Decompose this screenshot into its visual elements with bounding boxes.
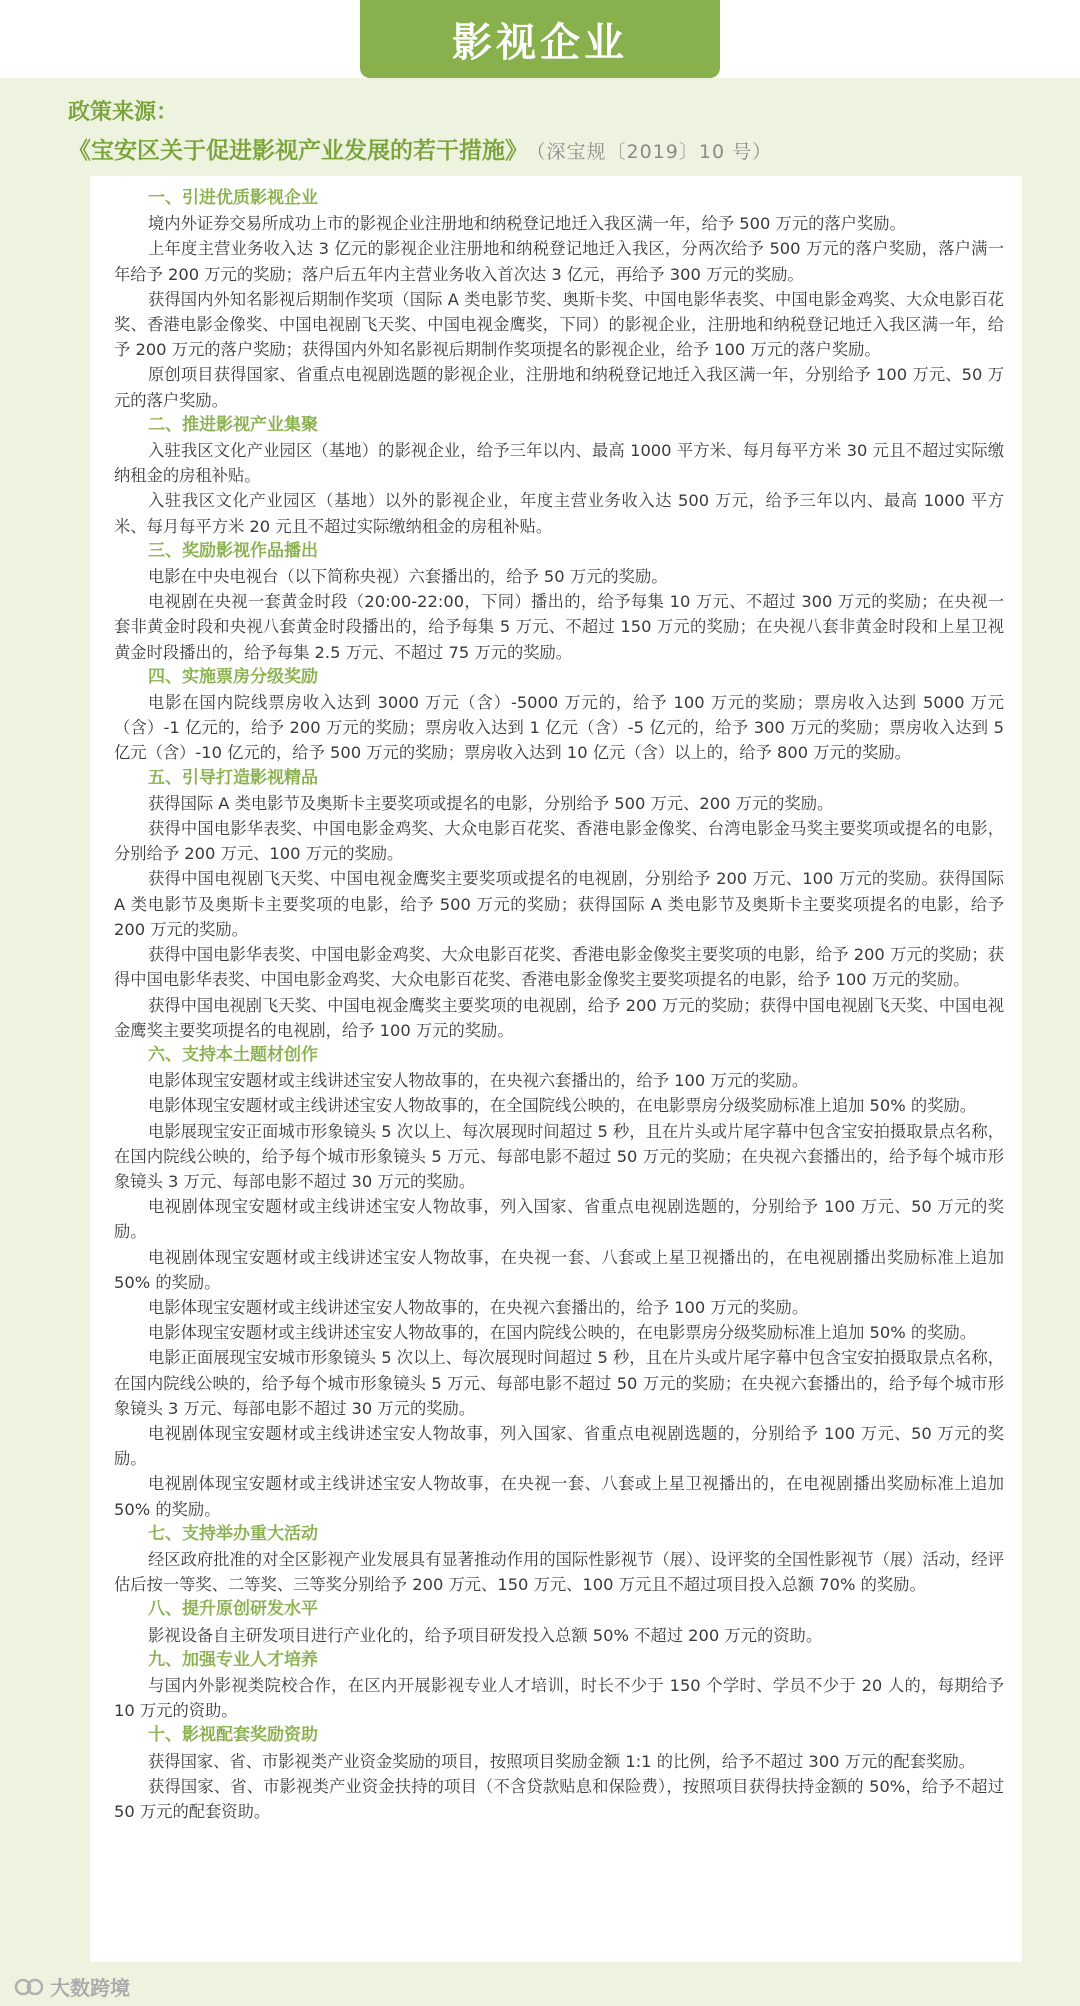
policy-paragraph: 电视剧体现宝安题材或主线讲述宝安人物故事，列入国家、省重点电视剧选题的，分别给予 100 万元、50 万元的奖励。 bbox=[114, 1197, 1004, 1242]
source-label: 政策来源： bbox=[68, 100, 179, 125]
policy-paragraph: 电影在中央电视台（以下简称央视）六套播出的，给予 50 万元的奖励。 bbox=[148, 567, 668, 587]
section-heading: 一、引进优质影视企业 bbox=[148, 188, 318, 208]
section-heading: 五、引导打造影视精品 bbox=[148, 767, 318, 788]
header-tab bbox=[360, 0, 720, 78]
watermark-text: 大数跨境 bbox=[50, 1976, 130, 2000]
watermark bbox=[14, 1972, 130, 2001]
policy-content-card bbox=[90, 176, 1022, 1962]
policy-paragraph: 获得中国电视剧飞天奖、中国电视金鹰奖主要奖项的电视剧，给予 200 万元的奖励；获得中国电视剧飞天奖、中国电视金鹰奖主要奖项提名的电视剧，给予 100 万元的奖励。 bbox=[114, 995, 1004, 1040]
policy-paragraph: 电影在国内院线票房收入达到 3000 万元（含）-5000 万元的，给予 100 万元的奖励；票房收入达到 5000 万元（含）-1 亿元的，给予 200 万元的奖励；票房收入达到 1 亿元（含）-5 亿元的，给予 300 万元的奖励；票房收入达到 5 亿元（含）-10 亿元的，给予 500 万元的奖励；票房收入达到 10 亿元（含）以上的，给予 800 万元的奖励。 bbox=[114, 693, 1004, 763]
section-heading: 七、支持举办重大活动 bbox=[148, 1523, 318, 1544]
section-heading: 八、提升原创研发水平 bbox=[148, 1599, 318, 1620]
policy-paragraph: 电视剧体现宝安题材或主线讲述宝安人物故事，列入国家、省重点电视剧选题的，分别给予 100 万元、50 万元的奖励。 bbox=[114, 1423, 1004, 1469]
page-title: 影视企业 bbox=[452, 19, 628, 66]
policy-paragraph: 获得中国电视剧飞天奖、中国电视金鹰奖主要奖项或提名的电视剧，分别给予 200 万元、100 万元的奖励。获得国际 A 类电影节及奥斯卡主要奖项的电影，给予 500 万元的奖励；获得国际 A 类电影节及奥斯卡主要奖项提名的电影，给予 200 万元的奖励。 bbox=[114, 869, 1004, 939]
policy-paragraph: 经区政府批准的对全区影视产业发展具有显著推动作用的国际性影视节（展）、设评奖的全国性影视节（展）活动，经评估后按一等奖、二等奖、三等奖分别给予 200 万元、150 万元、100 万元且不超过项目投入总额 70% 的奖励。 bbox=[114, 1549, 1004, 1595]
policy-paragraph: 电视剧体现宝安题材或主线讲述宝安人物故事，在央视一套、八套或上星卫视播出的，在电视剧播出奖励标准上追加 50% 的奖励。 bbox=[114, 1247, 1004, 1292]
section-heading: 十、影视配套奖励资助 bbox=[148, 1725, 318, 1746]
brand-logo-icon bbox=[14, 1976, 44, 1998]
section-heading: 九、加强专业人才培养 bbox=[148, 1649, 318, 1670]
policy-paragraph: 境内外证券交易所成功上市的影视企业注册地和纳税登记地迁入我区满一年，给予 500 万元的落户奖励。 bbox=[148, 214, 906, 234]
policy-paragraph: 获得国家、省、市影视类产业资金奖励的项目，按照项目奖励金额 1:1 的比例，给予不超过 300 万元的配套奖励。 bbox=[148, 1751, 975, 1771]
policy-paragraph: 入驻我区文化产业园区（基地）以外的影视企业，年度主营业务收入达 500 万元，给予三年以内、最高 1000 平方米、每月每平方米 20 元且不超过实际缴纳租金的房租补贴。 bbox=[114, 491, 1004, 536]
policy-paragraph: 入驻我区文化产业园区（基地）的影视企业，给予三年以内、最高 1000 平方米、每月每平方米 30 元且不超过实际缴纳租金的房租补贴。 bbox=[114, 441, 1004, 486]
policy-paragraph: 获得中国电影华表奖、中国电影金鸡奖、大众电影百花奖、香港电影金像奖、台湾电影金马奖主要奖项或提名的电影，分别给予 200 万元、100 万元的奖励。 bbox=[114, 819, 1004, 864]
policy-paragraph: 电影体现宝安题材或主线讲述宝安人物故事的，在央视六套播出的，给予 100 万元的奖励。 bbox=[148, 1071, 809, 1091]
policy-paragraph: 电影展现宝安正面城市形象镜头 5 次以上、每次展现时间超过 5 秒，且在片头或片尾字幕中包含宝安拍摄取景点名称，在国内院线公映的，给予每个城市形象镜头 5 万元、每部电影不超过 50 万元的奖励；在央视六套播出的，给予每个城市形象镜头 3 万元、每部电影不超过 30 万元的奖励。 bbox=[114, 1121, 1004, 1191]
policy-paragraph: 电影体现宝安题材或主线讲述宝安人物故事的，在全国院线公映的，在电影票房分级奖励标准上追加 50% 的奖励。 bbox=[148, 1096, 977, 1116]
policy-paragraph: 获得国际 A 类电影节及奥斯卡主要奖项或提名的电影，分别给予 500 万元、200 万元的奖励。 bbox=[148, 793, 834, 813]
policy-paragraph: 与国内外影视类院校合作，在区内开展影视专业人才培训，时长不少于 150 个学时、学员不少于 20 人的，每期给予 10 万元的资助。 bbox=[114, 1675, 1004, 1721]
source-title-line bbox=[68, 134, 1028, 170]
section-heading: 六、支持本土题材创作 bbox=[148, 1044, 318, 1065]
policy-paragraph: 原创项目获得国家、省重点电视剧选题的影视企业，注册地和纳税登记地迁入我区满一年，分别给予 100 万元、50 万元的落户奖励。 bbox=[114, 365, 1004, 410]
policy-paragraph: 电影体现宝安题材或主线讲述宝安人物故事的，在央视六套播出的，给予 100 万元的奖励。 bbox=[148, 1297, 809, 1317]
section-heading: 二、推进影视产业集聚 bbox=[148, 414, 318, 435]
source-title: 《宝安区关于促进影视产业发展的若干措施》 bbox=[68, 138, 528, 164]
policy-paragraph: 电视剧在央视一套黄金时段（20:00-22:00，下同）播出的，给予每集 10 万元、不超过 300 万元的奖励；在央视一套非黄金时段和央视八套黄金时段播出的，给予每集 5 万元、不超过 150 万元的奖励；在央视八套非黄金时段和上星卫视黄金时段播出的，给予每集 2.5 万元、不超过 75 万元的奖励。 bbox=[114, 592, 1004, 662]
policy-paragraph: 电影正面展现宝安城市形象镜头 5 次以上、每次展现时间超过 5 秒，且在片头或片尾字幕中包含宝安拍摄取景点名称，在国内院线公映的，给予每个城市形象镜头 5 万元、每部电影不超过 50 万元的奖励；在央视六套播出的，给予每个城市形象镜头 3 万元、每部电影不超过 30 万元的奖励。 bbox=[114, 1348, 1004, 1418]
policy-paragraph: 电影体现宝安题材或主线讲述宝安人物故事的，在国内院线公映的，在电影票房分级奖励标准上追加 50% 的奖励。 bbox=[148, 1323, 977, 1343]
policy-paragraph: 获得中国电影华表奖、中国电影金鸡奖、大众电影百花奖、香港电影金像奖主要奖项的电影，给予 200 万元的奖励；获得中国电影华表奖、中国电影金鸡奖、大众电影百花奖、香港电影金像奖主要奖项提名的电影，给予 100 万元的奖励。 bbox=[114, 945, 1004, 990]
policy-paragraph: 获得国内外知名影视后期制作奖项（国际 A 类电影节奖、奥斯卡奖、中国电影华表奖、中国电影金鸡奖、大众电影百花奖、香港电影金像奖、中国电视剧飞天奖、中国电视金鹰奖，下同）的影视企业，注册地和纳税登记地迁入我区满一年，给予 200 万元的落户奖励；获得国内外知名影视后期制作奖项提名的影视企业，给予 100 万元的落户奖励。 bbox=[114, 289, 1004, 360]
policy-source bbox=[68, 98, 1028, 170]
policy-paragraph: 上年度主营业务收入达 3 亿元的影视企业注册地和纳税登记地迁入我区，分两次给予 500 万元的落户奖励，落户满一年给予 200 万元的奖励；落户后五年内主营业务收入首次达 3 亿元，再给予 300 万元的奖励。 bbox=[114, 239, 1004, 284]
policy-paragraph: 影视设备自主研发项目进行产业化的，给予项目研发投入总额 50% 不超过 200 万元的资助。 bbox=[148, 1625, 823, 1645]
policy-paragraph: 电视剧体现宝安题材或主线讲述宝安人物故事，在央视一套、八套或上星卫视播出的，在电视剧播出奖励标准上追加 50% 的奖励。 bbox=[114, 1474, 1004, 1519]
policy-content bbox=[114, 186, 1004, 1824]
source-document-code: （深宝规〔2019〕10 号） bbox=[536, 141, 773, 163]
section-heading: 四、实施票房分级奖励 bbox=[148, 666, 318, 687]
section-heading: 三、奖励影视作品播出 bbox=[148, 540, 318, 561]
policy-paragraph: 获得国家、省、市影视类产业资金扶持的项目（不含贷款贴息和保险费），按照项目获得扶持金额的 50%，给予不超过 50 万元的配套资助。 bbox=[114, 1776, 1004, 1821]
